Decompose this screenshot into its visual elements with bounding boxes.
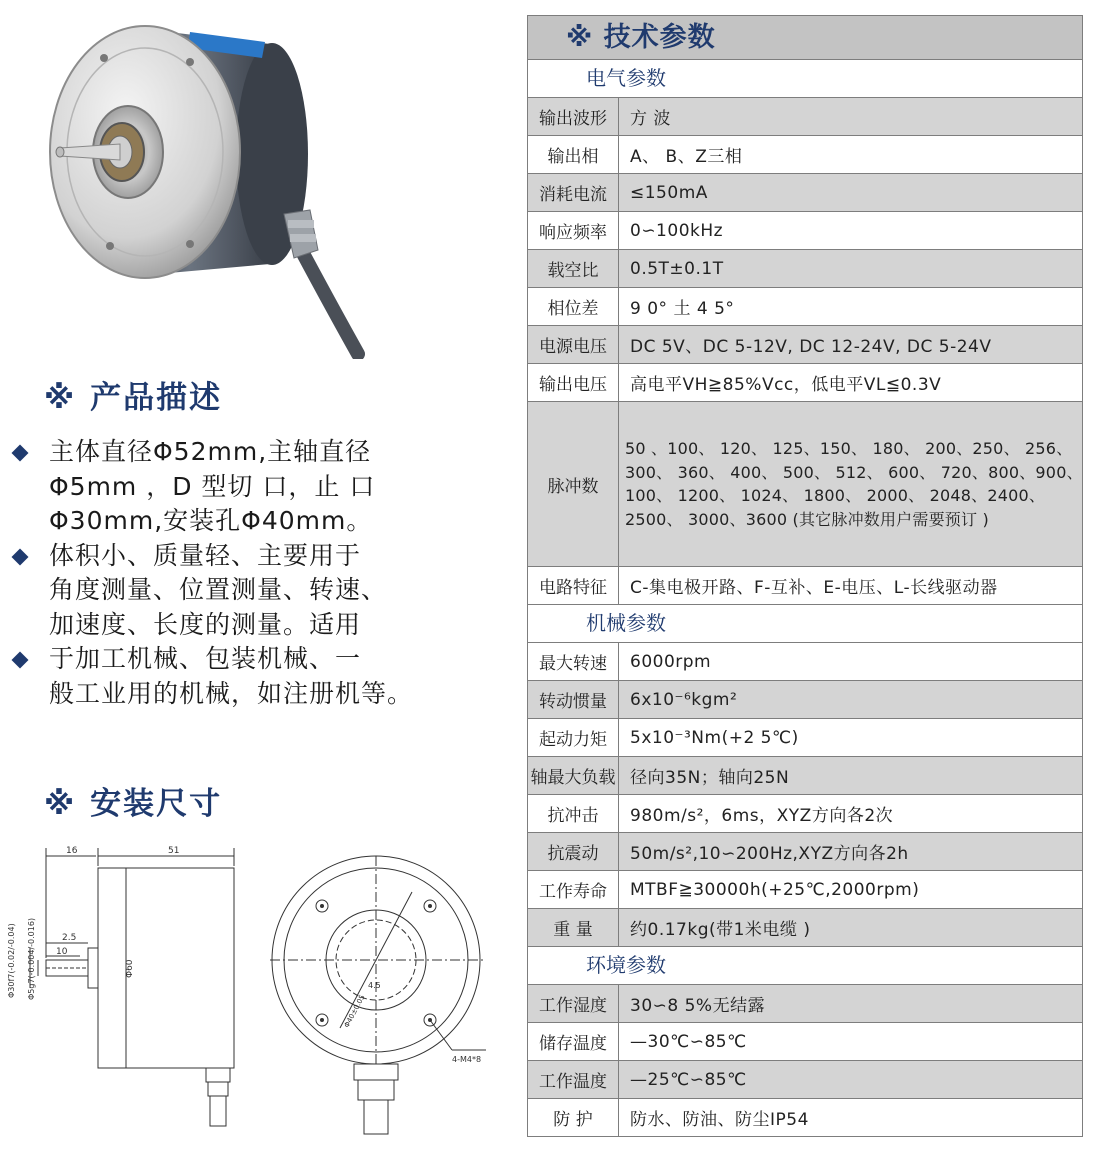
- spec-value: 30∽8 5%无结露: [630, 996, 766, 1016]
- spec-label: 电源电压: [528, 326, 619, 363]
- spec-value: 高电平VH≧85%Vcc，低电平VL≦0.3V: [630, 375, 942, 395]
- pulse-count-values: [619, 402, 1083, 566]
- reference-mark-icon: ※: [566, 22, 594, 53]
- spec-table-title: [528, 16, 1082, 60]
- description-line: 主体直径Φ52mm,主轴直径: [12, 435, 412, 470]
- table-row: [528, 1061, 1082, 1099]
- encoder-product-photo: [40, 14, 370, 359]
- spec-label: 消耗电流: [528, 174, 619, 211]
- spec-value: 0.5T±0.1T: [630, 258, 724, 279]
- table-row: [528, 833, 1082, 871]
- spec-label: 脉冲数: [528, 402, 619, 566]
- pulse-count-line: 2500、 3000、3600 (其它脉冲数用户需要预订 ): [625, 509, 989, 529]
- reference-mark-icon: ※: [44, 786, 77, 822]
- group-mechanical-header: 机械参数: [528, 605, 1082, 643]
- table-row: [528, 326, 1082, 364]
- spec-label: 重 量: [528, 909, 619, 946]
- diamond-bullet-icon: [12, 652, 29, 669]
- description-heading-text: 产品描述: [90, 380, 223, 416]
- description-line: 般工业用的机械，如注册机等。: [49, 678, 414, 708]
- table-row: [528, 567, 1082, 605]
- dimensions-heading: [44, 778, 222, 823]
- description-text: [12, 435, 412, 711]
- spec-value: —25℃∽85℃: [630, 1069, 747, 1090]
- diamond-bullet-icon: [12, 548, 29, 565]
- group-electrical-header: 电气参数: [528, 60, 1082, 98]
- spec-table: [527, 15, 1083, 1137]
- dim-flat: 4.5: [368, 981, 381, 990]
- spec-value: 约0.17kg(带1米电缆 ): [630, 920, 811, 940]
- spec-label: 储存温度: [528, 1023, 619, 1060]
- spec-label: 最大转速: [528, 643, 619, 680]
- table-row: [528, 757, 1082, 795]
- table-row: [528, 681, 1082, 719]
- table-row: [528, 402, 1082, 567]
- description-line: 加速度、长度的测量。适用: [49, 609, 362, 639]
- description-line: 角度测量、位置测量、转速、: [49, 575, 388, 604]
- dim-flange-length: 16: [66, 846, 78, 856]
- table-row: [528, 1099, 1082, 1136]
- dim-body-length: 51: [168, 846, 180, 856]
- table-row: [528, 288, 1082, 326]
- spec-label: 工作湿度: [528, 985, 619, 1022]
- spec-label: 输出波形: [528, 98, 619, 135]
- table-row: [528, 136, 1082, 174]
- spec-value: DC 5V、DC 5-12V, DC 12-24V, DC 5-24V: [630, 337, 992, 357]
- dim-shaft-diameter: Φ5g7(-0.004/-0.016): [27, 917, 36, 1000]
- pulse-count-line: 300、 360、 400、 500、 512、 600、 720、800、900、: [625, 462, 1083, 482]
- description-line: 体积小、质量轻、主要用于: [12, 539, 412, 574]
- table-row: [528, 719, 1082, 757]
- spec-label: 转动惯量: [528, 681, 619, 718]
- dim-step: 2.5: [62, 933, 77, 943]
- description-heading: [44, 372, 222, 417]
- spec-value: 6x10⁻⁶kgm²: [630, 689, 738, 710]
- spec-label: 抗冲击: [528, 795, 619, 832]
- spec-value: 980m/s²，6ms，XYZ方向各2次: [630, 806, 894, 826]
- spec-value: 方 波: [630, 109, 671, 129]
- dimension-drawing: [0, 838, 500, 1158]
- pulse-count-line: 100、 1200、 1024、 1800、 2000、 2048、2400、: [625, 486, 1046, 505]
- spec-table-title-text: 技术参数: [603, 22, 716, 53]
- spec-label: 防 护: [528, 1099, 619, 1136]
- spec-label: 起动力矩: [528, 719, 619, 756]
- diamond-bullet-icon: [12, 445, 29, 462]
- spec-label: 工作寿命: [528, 871, 619, 908]
- dim-body-diameter: Φ60: [125, 959, 135, 978]
- spec-label: 相位差: [528, 288, 619, 325]
- description-line: Φ5mm ，D 型切 口，止 口: [49, 471, 376, 501]
- spec-label: 工作温度: [528, 1061, 619, 1098]
- spec-value: 0∽100kHz: [630, 220, 724, 241]
- spec-value: 6000rpm: [630, 651, 712, 672]
- spec-value: 9 0° 土 4 5°: [630, 299, 735, 319]
- spec-label: 输出相: [528, 136, 619, 173]
- table-row: [528, 174, 1082, 212]
- table-row: [528, 98, 1082, 136]
- group-environment-header: 环境参数: [528, 947, 1082, 985]
- table-row: [528, 985, 1082, 1023]
- spec-value: 5x10⁻³Nm(+2 5℃): [630, 727, 799, 748]
- table-row: [528, 250, 1082, 288]
- spec-value: A、 B、Z三相: [630, 147, 743, 167]
- table-row: [528, 364, 1082, 402]
- spec-value: 防水、防油、防尘IP54: [630, 1110, 809, 1130]
- dimensions-heading-text: 安装尺寸: [90, 786, 223, 822]
- spec-label: 响应频率: [528, 212, 619, 249]
- table-row: [528, 871, 1082, 909]
- spec-value: MTBF≧30000h(+25℃,2000rpm): [630, 879, 920, 900]
- pulse-count-line: 50 、100、 120、 125、150、 180、 200、250、 256、: [625, 439, 1073, 458]
- table-row: [528, 909, 1082, 947]
- dim-mount-holes: 4-M4*8: [452, 1055, 482, 1064]
- table-row: [528, 212, 1082, 250]
- spec-label: 抗震动: [528, 833, 619, 870]
- table-row: [528, 643, 1082, 681]
- spec-value: C-集电极开路、F-互补、E-电压、L-长线驱动器: [630, 578, 998, 598]
- dim-hole-circle: Φ40±0.05: [342, 993, 367, 1029]
- spec-value: —30℃∽85℃: [630, 1031, 747, 1052]
- spec-value: 50m/s²,10∽200Hz,XYZ方向各2h: [630, 844, 909, 864]
- table-row: [528, 795, 1082, 833]
- dim-shaft-length: 10: [56, 947, 68, 957]
- spec-label: 电路特征: [528, 567, 619, 604]
- spec-label: 输出电压: [528, 364, 619, 401]
- description-line: 于加工机械、包装机械、一: [12, 642, 412, 677]
- spec-label: 载空比: [528, 250, 619, 287]
- table-row: [528, 1023, 1082, 1061]
- reference-mark-icon: ※: [44, 380, 77, 416]
- spec-value: ≤150mA: [630, 182, 708, 203]
- dim-spigot-diameter: Φ30f7(-0.02/-0.04): [7, 923, 16, 998]
- spec-value: 径向35N；轴向25N: [630, 768, 790, 788]
- description-line: Φ30mm,安装孔Φ40mm。: [49, 506, 373, 535]
- spec-label: 轴最大负载: [528, 757, 619, 794]
